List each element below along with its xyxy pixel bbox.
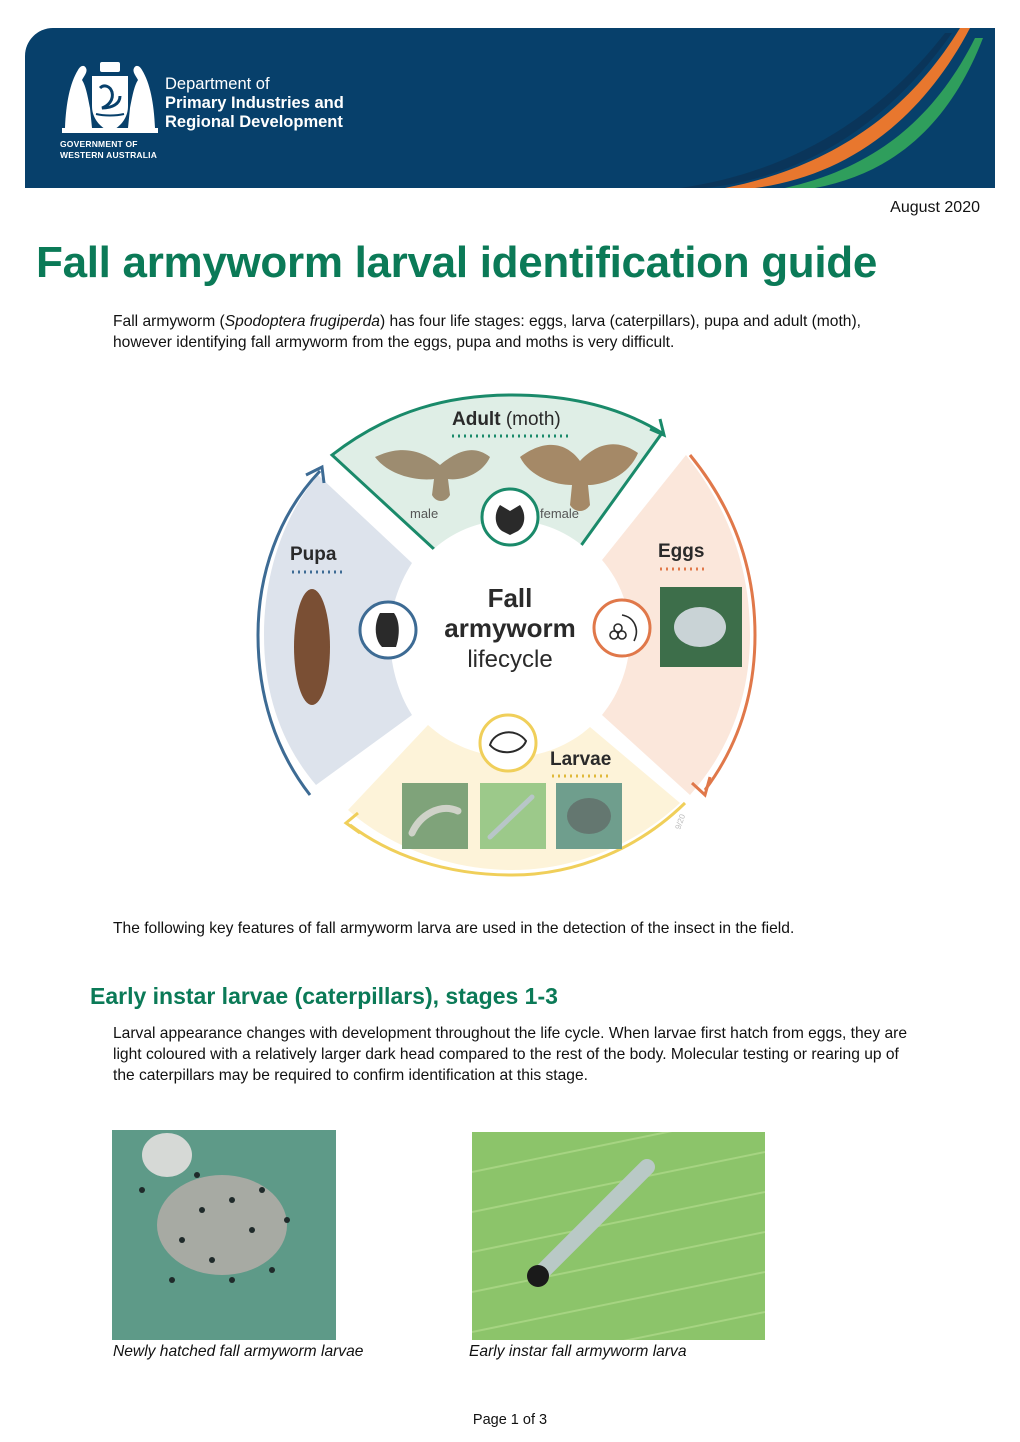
center-line2: armyworm	[444, 613, 576, 643]
larvae-icon	[480, 715, 536, 771]
female-label: female	[540, 506, 580, 521]
larvae-label: Larvae	[550, 749, 612, 770]
pupa-label: Pupa	[290, 544, 337, 565]
header-banner	[25, 28, 995, 188]
government-label	[60, 139, 157, 161]
pupa-image	[294, 589, 330, 705]
species-name: Spodoptera frugiperda	[224, 313, 380, 330]
department-name	[165, 75, 344, 132]
lead-paragraph: The following key features of fall armyworm larva are used in the detection of the insect in the field.	[113, 920, 795, 937]
figure-code: 9/20	[673, 812, 688, 831]
early-instar-larva-photo	[472, 1132, 765, 1340]
larva-image-1	[402, 783, 468, 849]
eggs-label: Eggs	[658, 541, 705, 562]
lifecycle-diagram	[250, 385, 770, 890]
male-label: male	[410, 506, 439, 521]
page-number: Page 1 of 3	[472, 1412, 548, 1428]
intro-after: ) has four life stages: eggs, larva (caterpillars), pupa and adult (moth), however identifying fall armyworm from the eggs, pupa and moths is very difficult.	[113, 313, 861, 351]
govt-line1: GOVERNMENT OF	[60, 139, 138, 149]
adult-label	[452, 409, 561, 430]
intro-paragraph	[113, 311, 913, 353]
center-line3: lifecycle	[467, 646, 553, 673]
dept-line2: Primary Industries and	[165, 94, 344, 112]
dept-line1: Department of	[165, 75, 270, 93]
page-title: Fall armyworm larval identification guide	[36, 238, 878, 287]
wa-government-crest-icon	[60, 58, 160, 136]
egg-mass	[674, 607, 726, 647]
adult-label-bold: Adult	[452, 409, 501, 430]
newly-hatched-larvae-photo	[112, 1130, 336, 1340]
section-heading: Early instar larvae (caterpillars), stages 1-3	[90, 983, 558, 1009]
publication-date: August 2020	[890, 199, 980, 216]
section-body: Larval appearance changes with development throughout the life cycle. When larvae first hatch from eggs, they are light coloured with a relatively larger dark head compared to the rest of the body. Molecular testing or rearing up of the caterpillars may be required to confirm identification at this stage.	[113, 1025, 907, 1084]
intro-before: Fall armyworm (	[113, 313, 225, 330]
photo2-caption: Early instar fall armyworm larva	[469, 1343, 687, 1360]
govt-line2: WESTERN AUSTRALIA	[60, 150, 158, 160]
pupa-glyph-icon	[376, 613, 399, 647]
photo1-caption: Newly hatched fall armyworm larvae	[113, 1343, 364, 1360]
dept-line3: Regional Development	[165, 113, 343, 131]
center-line1: Fall	[487, 583, 533, 613]
adult-label-rest: (moth)	[505, 409, 561, 430]
